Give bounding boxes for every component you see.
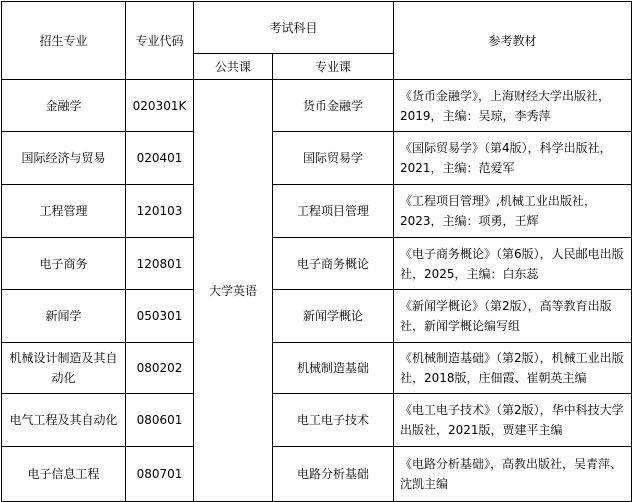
header-reference-books: 参考教材 [394, 2, 632, 80]
code-cell: 080701 [126, 447, 194, 502]
admission-exam-table [1, 1, 632, 502]
course-cell: 机械制造基础 [273, 343, 394, 394]
reference-cell: 《国际贸易学》（第4版），科学出版社，2021，主编：范爱军 [394, 132, 632, 185]
reference-cell: 《电路分析基础》，高教出版社，吴青萍、沈凯主编 [394, 447, 632, 502]
major-cell: 国际经济与贸易 [2, 132, 126, 185]
table-row [2, 394, 632, 447]
table-row [2, 290, 632, 343]
course-cell: 新闻学概论 [273, 290, 394, 343]
course-cell: 电子商务概论 [273, 238, 394, 290]
code-cell: 020401 [126, 132, 194, 185]
major-cell: 金融学 [2, 80, 126, 132]
reference-cell: 《电子商务概论》（第6版），人民邮电出版社，2025，主编：白东蕊 [394, 238, 632, 290]
header-exam-subjects: 考试科目 [194, 2, 394, 54]
course-cell: 国际贸易学 [273, 132, 394, 185]
code-cell: 120103 [126, 185, 194, 238]
major-cell: 电子商务 [2, 238, 126, 290]
table-row [2, 447, 632, 502]
code-cell: 120801 [126, 238, 194, 290]
header-code: 专业代码 [126, 2, 194, 80]
header-public-course: 公共课 [194, 54, 273, 80]
major-cell: 电子信息工程 [2, 447, 126, 502]
code-cell: 050301 [126, 290, 194, 343]
reference-cell: 《新闻学概论》（第2版），高等教育出版社，新闻学概论编写组 [394, 290, 632, 343]
table-row [2, 132, 632, 185]
header-major: 招生专业 [2, 2, 126, 80]
course-cell: 电路分析基础 [273, 447, 394, 502]
major-cell: 新闻学 [2, 290, 126, 343]
table-row [2, 238, 632, 290]
code-cell: 080202 [126, 343, 194, 394]
reference-cell: 《货币金融学》，上海财经大学出版社，2019，主编：吴琼，李秀萍 [394, 80, 632, 132]
table-row [2, 80, 632, 132]
table-row [2, 343, 632, 394]
reference-cell: 《机械制造基础》（第2版），机械工业出版社，2018版，庄佃霞、崔朝英主编 [394, 343, 632, 394]
major-cell: 工程管理 [2, 185, 126, 238]
reference-cell: 《工程项目管理》,机械工业出版社，2023，主编：项勇，王辉 [394, 185, 632, 238]
major-cell: 电气工程及其自动化 [2, 394, 126, 447]
course-cell: 电工电子技术 [273, 394, 394, 447]
public-course-cell: 大学英语 [194, 80, 273, 502]
major-cell: 机械设计制造及其自动化 [2, 343, 126, 394]
header-professional-course: 专业课 [273, 54, 394, 80]
course-cell: 货币金融学 [273, 80, 394, 132]
code-cell: 080601 [126, 394, 194, 447]
code-cell: 020301K [126, 80, 194, 132]
course-cell: 工程项目管理 [273, 185, 394, 238]
reference-cell: 《电工电子技术》（第2版），华中科技大学出版社，2021版，贾建平主编 [394, 394, 632, 447]
table-row [2, 185, 632, 238]
